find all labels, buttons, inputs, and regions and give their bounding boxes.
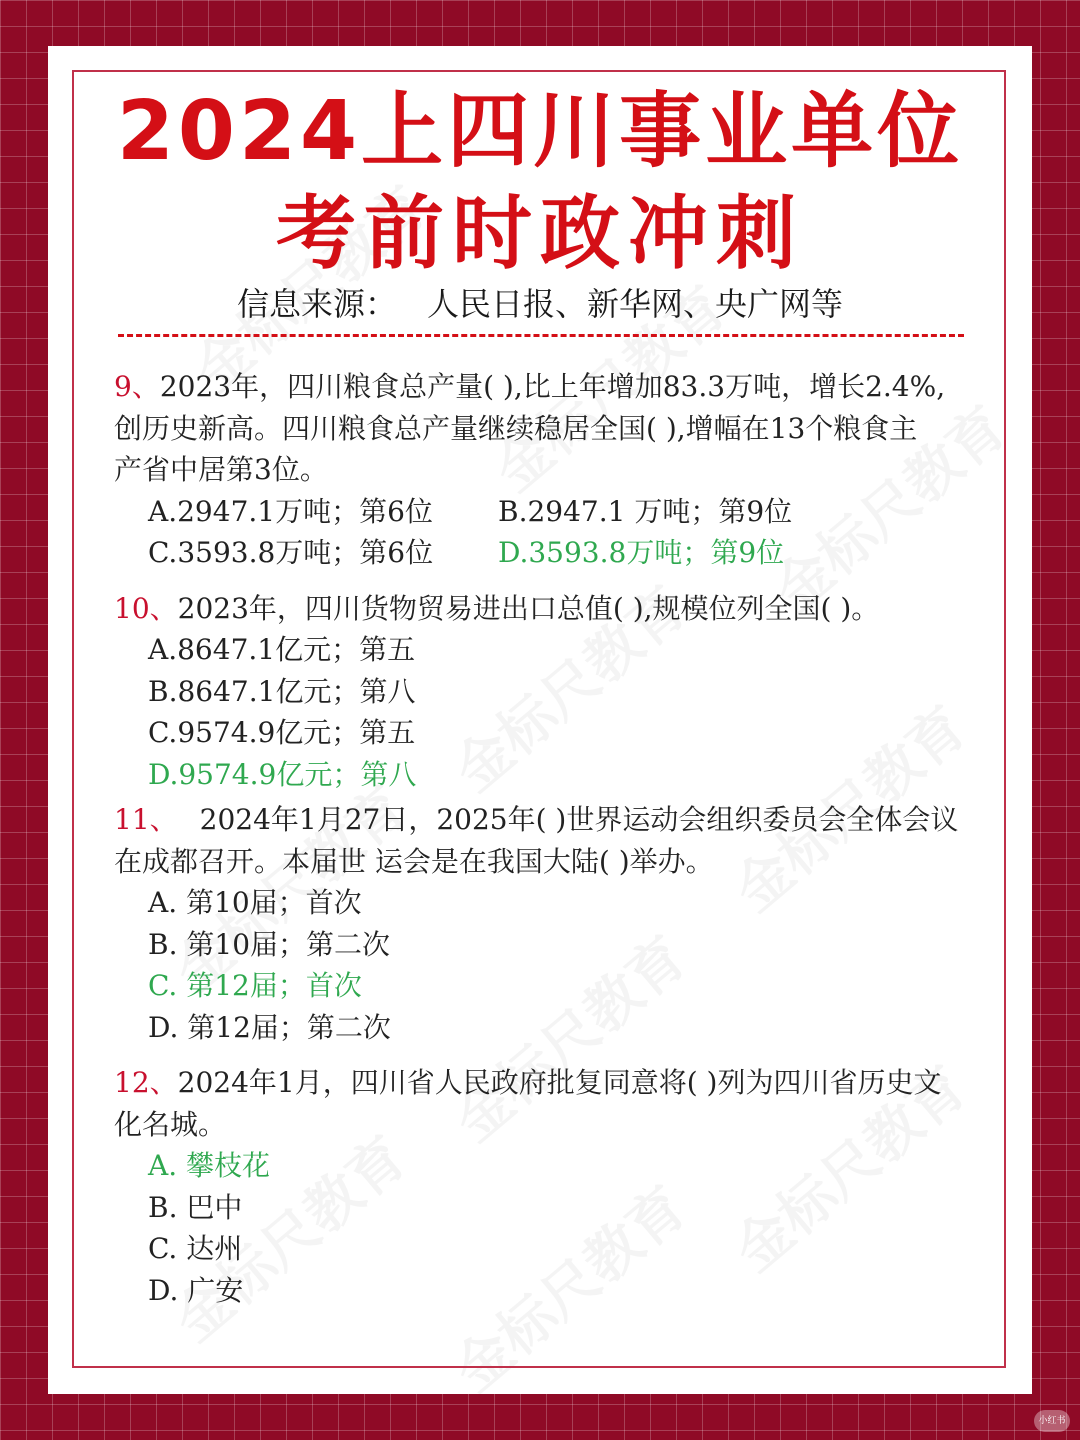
question-line: 2024年1月，四川省人民政府批复同意将( )列为四川省历史文 [177, 1066, 942, 1099]
question-number: 11、 [114, 803, 178, 836]
option-c: C. 达州 [148, 1232, 243, 1265]
question-10 [114, 588, 974, 796]
option-c-correct: C. 第12届；首次 [148, 969, 362, 1002]
question-line: 创历史新高。四川粮食总产量继续稳居全国( ),增幅在13个粮食主 [114, 411, 918, 445]
option-b: B.2947.1 万吨；第9位 [498, 494, 793, 528]
dashed-divider [118, 334, 964, 337]
option-a: A.8647.1亿元；第五 [148, 633, 416, 666]
question-11 [114, 799, 974, 1048]
option-b: B.8647.1亿元；第八 [148, 674, 416, 708]
source-value: 人民日报、新华网、央广网等 [427, 285, 844, 323]
option-d: D. 第12届；第二次 [148, 1010, 391, 1044]
source-label: 信息来源： [236, 285, 397, 323]
question-list [114, 366, 974, 1311]
question-text [114, 588, 974, 630]
question-number: 10、 [114, 591, 178, 625]
option-a: A.2947.1万吨；第6位 [148, 494, 433, 528]
option-c: C.3593.8万吨；第6位 [148, 536, 434, 569]
option-row [148, 491, 974, 533]
option-a-correct: A. 攀枝花 [148, 1149, 271, 1182]
question-line: 产省中居第3位。 [114, 453, 328, 486]
question-9 [114, 366, 974, 574]
option-b: B. 第10届；第二次 [148, 927, 391, 961]
question-12 [114, 1062, 974, 1311]
platform-badge: 小红书 [1034, 1410, 1070, 1432]
option-b: B. 巴中 [148, 1190, 243, 1224]
question-line: 2023年，四川粮食总产量( ),比上年增加83.3万吨，增长2.4%, [159, 370, 946, 403]
option-a: A. 第10届；首次 [148, 886, 362, 919]
question-line: 化名城。 [114, 1107, 227, 1141]
question-text [114, 366, 974, 408]
option-row [148, 532, 974, 574]
question-line: 2023年，四川货物贸易进出口总值( ),规模位列全国( )。 [177, 591, 880, 625]
option-c: C.9574.9亿元；第五 [148, 716, 416, 749]
question-number: 12、 [114, 1066, 178, 1099]
page-subtitle: 考前时政冲刺 [276, 187, 804, 280]
question-text [114, 1062, 974, 1104]
option-d-correct: D.3593.8万吨；第9位 [498, 536, 785, 569]
page-title: 2024上四川事业单位 [116, 84, 964, 179]
option-d: D. 广安 [148, 1273, 244, 1307]
question-line: 在成都召开。本届世 运会是在我国大陆( )举办。 [114, 844, 714, 878]
source-line [48, 282, 1032, 326]
content-card [48, 46, 1032, 1394]
question-number: 9、 [114, 370, 160, 403]
option-d-correct: D.9574.9亿元；第八 [148, 757, 417, 791]
question-text [114, 799, 974, 841]
question-line: 2024年1月27日，2025年( )世界运动会组织委员会全体会议 [199, 803, 959, 836]
